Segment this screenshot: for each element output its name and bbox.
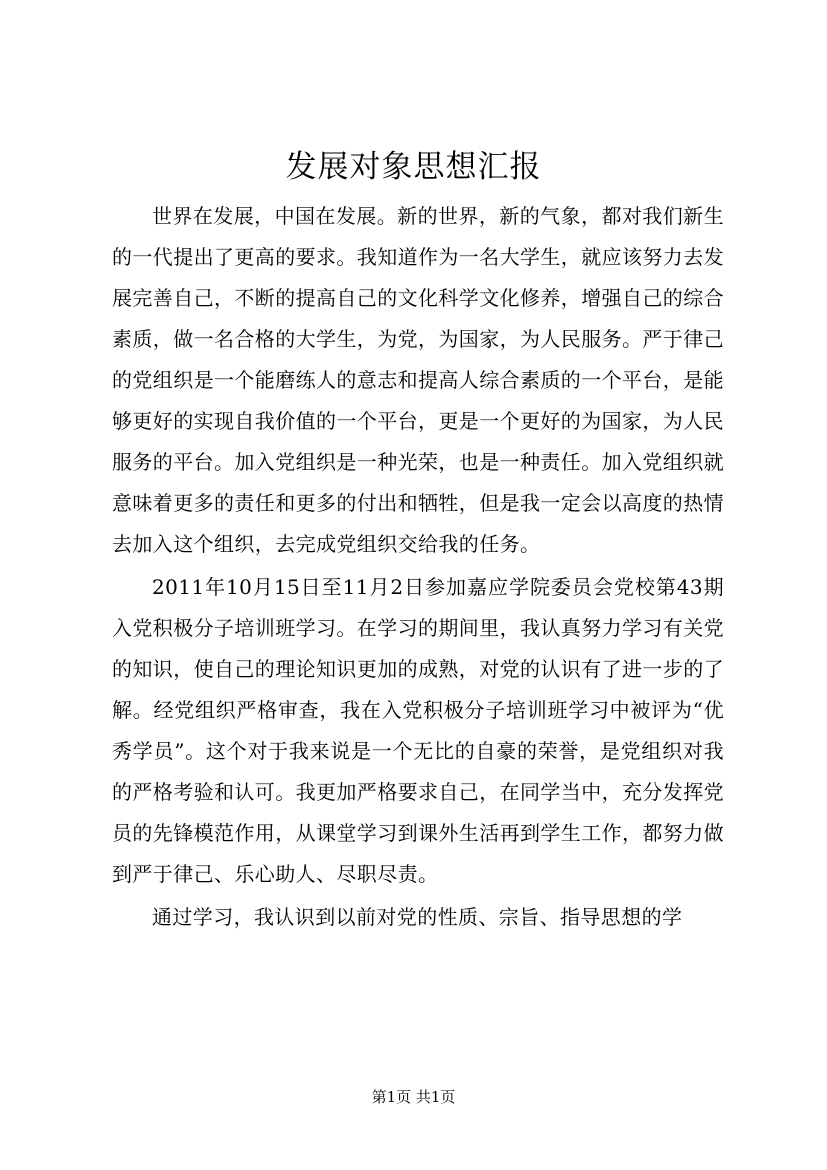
document-title: 发展对象思想汇报 — [285, 149, 542, 185]
paragraph-3: 通过学习，我认识到以前对党的性质、宗旨、指导思想的学 — [152, 905, 683, 929]
paragraph-1: 世界在发展，中国在发展。新的世界，新的气象，都对我们新生的一代提出了更高的要求。我知道作为一名大学生，就应该努力去发展完善自己，不断的提高自己的文化科学文化修养，增强自己的综合素质，做一名合格的大学生，为党，为国家，为人民服务。严于律己的党组织是一个能磨练人的意志和提高人综合素质的一个平台，是能够更好的实现自我价值的一个平台，更是一个更好的为国家，为人民服务的平台。加入党组织是一种光荣，也是一种责任。加入党组织就意味着更多的责任和更多的付出和牺牲，但是我一定会以高度的热情去加入这个组织，去完成党组织交给我的任务。 — [112, 204, 724, 556]
paragraph-2: 2011年10月15日至11月2日参加嘉应学院委员会党校第43期入党积极分子培训班学习。在学习的期间里，我认真努力学习有关党的知识，使自己的理论知识更加的成熟，对党的认识有了进一步的了解。经党组织严格审查，我在入党积极分子培训班学习中被评为“优秀学员”。这个对于我来说是一个无比的自豪的荣誉，是党组织对我的严格考验和认可。我更加严格要求自己，在同学当中，充分发挥党员的先锋模范作用，从课堂学习到课外生活再到学生工作，都努力做到严于律己、乐心助人、尽职尽责。 — [112, 575, 724, 886]
page-footer: 第1页 共1页 — [371, 1088, 456, 1106]
document-body — [112, 196, 724, 938]
